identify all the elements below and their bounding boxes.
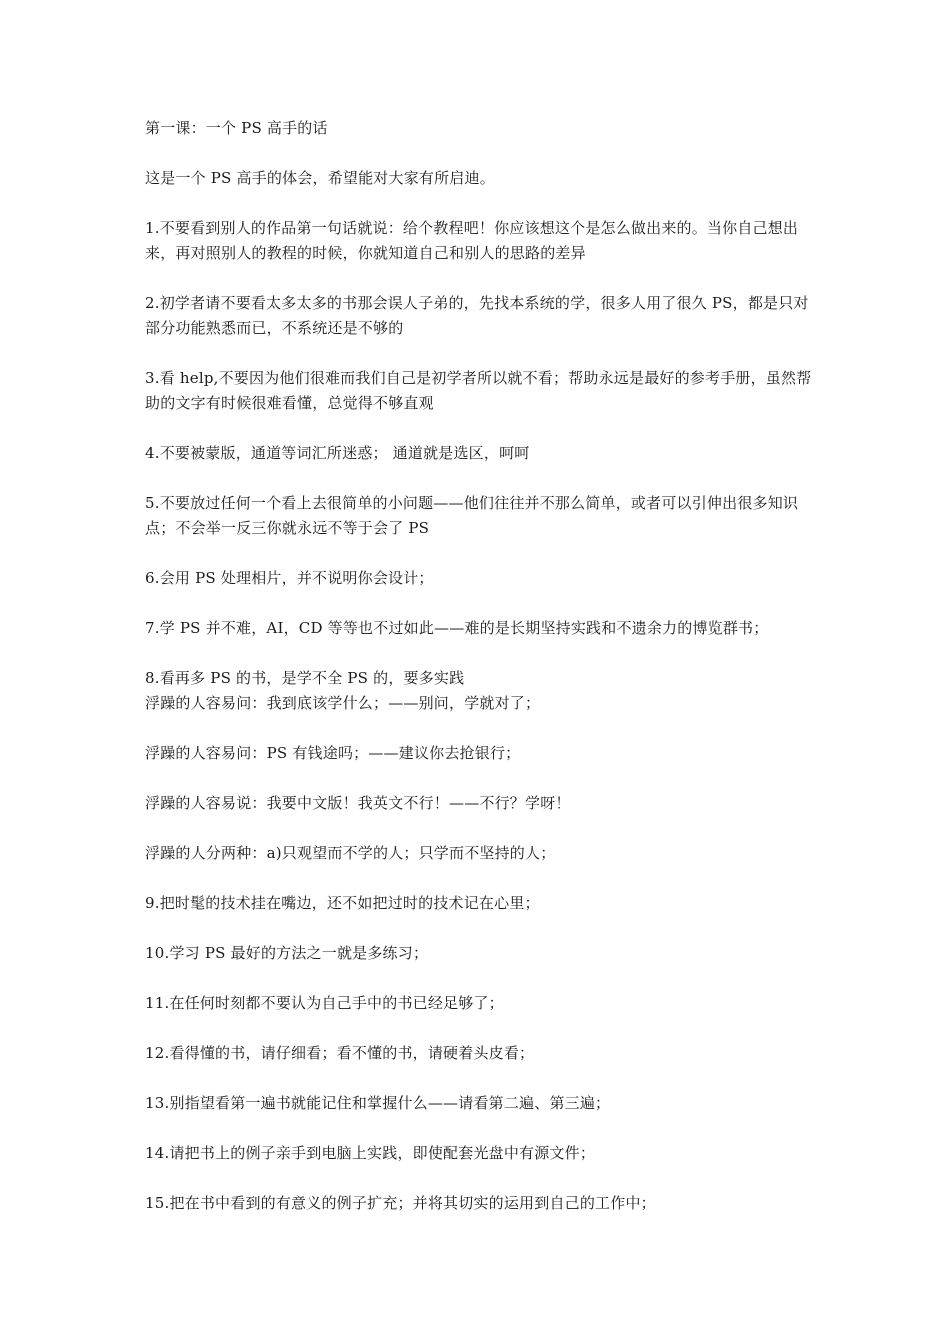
- list-item: 浮躁的人分两种：a)只观望而不学的人；只学而不坚持的人；: [145, 844, 556, 862]
- list-item: 3.看 help,不要因为他们很难而我们自己是初学者所以就不看；帮助永远是最好的参考手册，虽然帮助的文字有时候很难看懂，总觉得不够直观: [145, 369, 812, 412]
- list-item: 4.不要被蒙版，通道等词汇所迷惑； 通道就是选区，呵呵: [145, 444, 530, 462]
- list-item: 12.看得懂的书，请仔细看；看不懂的书，请硬着头皮看；: [145, 1044, 535, 1062]
- list-item: 9.把时髦的技术挂在嘴边，还不如把过时的技术记在心里；: [145, 894, 540, 912]
- list-item: 浮躁的人容易问：我到底该学什么；——别问，学就对了；: [145, 694, 541, 712]
- list-item: 浮躁的人容易问：PS 有钱途吗；——建议你去抢银行；: [145, 744, 521, 762]
- list-item: 8.看再多 PS 的书，是学不全 PS 的，要多实践: [145, 669, 465, 687]
- list-item: 13.别指望看第一遍书就能记住和掌握什么——请看第二遍、第三遍；: [145, 1094, 611, 1112]
- document-page: [145, 116, 813, 1216]
- list-item: 1.不要看到别人的作品第一句话就说：给个教程吧！你应该想这个是怎么做出来的。当你自己想出来，再对照别人的教程的时候，你就知道自己和别人的思路的差异: [145, 219, 799, 262]
- list-item: 5.不要放过任何一个看上去很简单的小问题——他们往往并不那么简单，或者可以引伸出很多知识点；不会举一反三你就永远不等于会了 PS: [145, 494, 799, 537]
- intro-paragraph: 这是一个 PS 高手的体会，希望能对大家有所启迪。: [145, 169, 495, 187]
- list-item: 14.请把书上的例子亲手到电脑上实践，即使配套光盘中有源文件；: [145, 1144, 596, 1162]
- list-item: 15.把在书中看到的有意义的例子扩充；并将其切实的运用到自己的工作中；: [145, 1194, 656, 1212]
- document-title: 第一课：一个 PS 高手的话: [145, 119, 328, 137]
- list-item: 2.初学者请不要看太多太多的书那会误人子弟的，先找本系统的学，很多人用了很久 PS，都是只对部分功能熟悉而已，不系统还是不够的: [145, 294, 809, 337]
- list-item: 11.在任何时刻都不要认为自己手中的书已经足够了；: [145, 994, 504, 1012]
- list-item: 10.学习 PS 最好的方法之一就是多练习；: [145, 944, 429, 962]
- list-item: 7.学 PS 并不难，AI，CD 等等也不过如此——难的是长期坚持实践和不遗余力的博览群书；: [145, 619, 769, 637]
- list-item: 6.会用 PS 处理相片，并不说明你会设计；: [145, 569, 434, 587]
- list-item: 浮躁的人容易说：我要中文版！我英文不行！——不行？学呀！: [145, 794, 571, 812]
